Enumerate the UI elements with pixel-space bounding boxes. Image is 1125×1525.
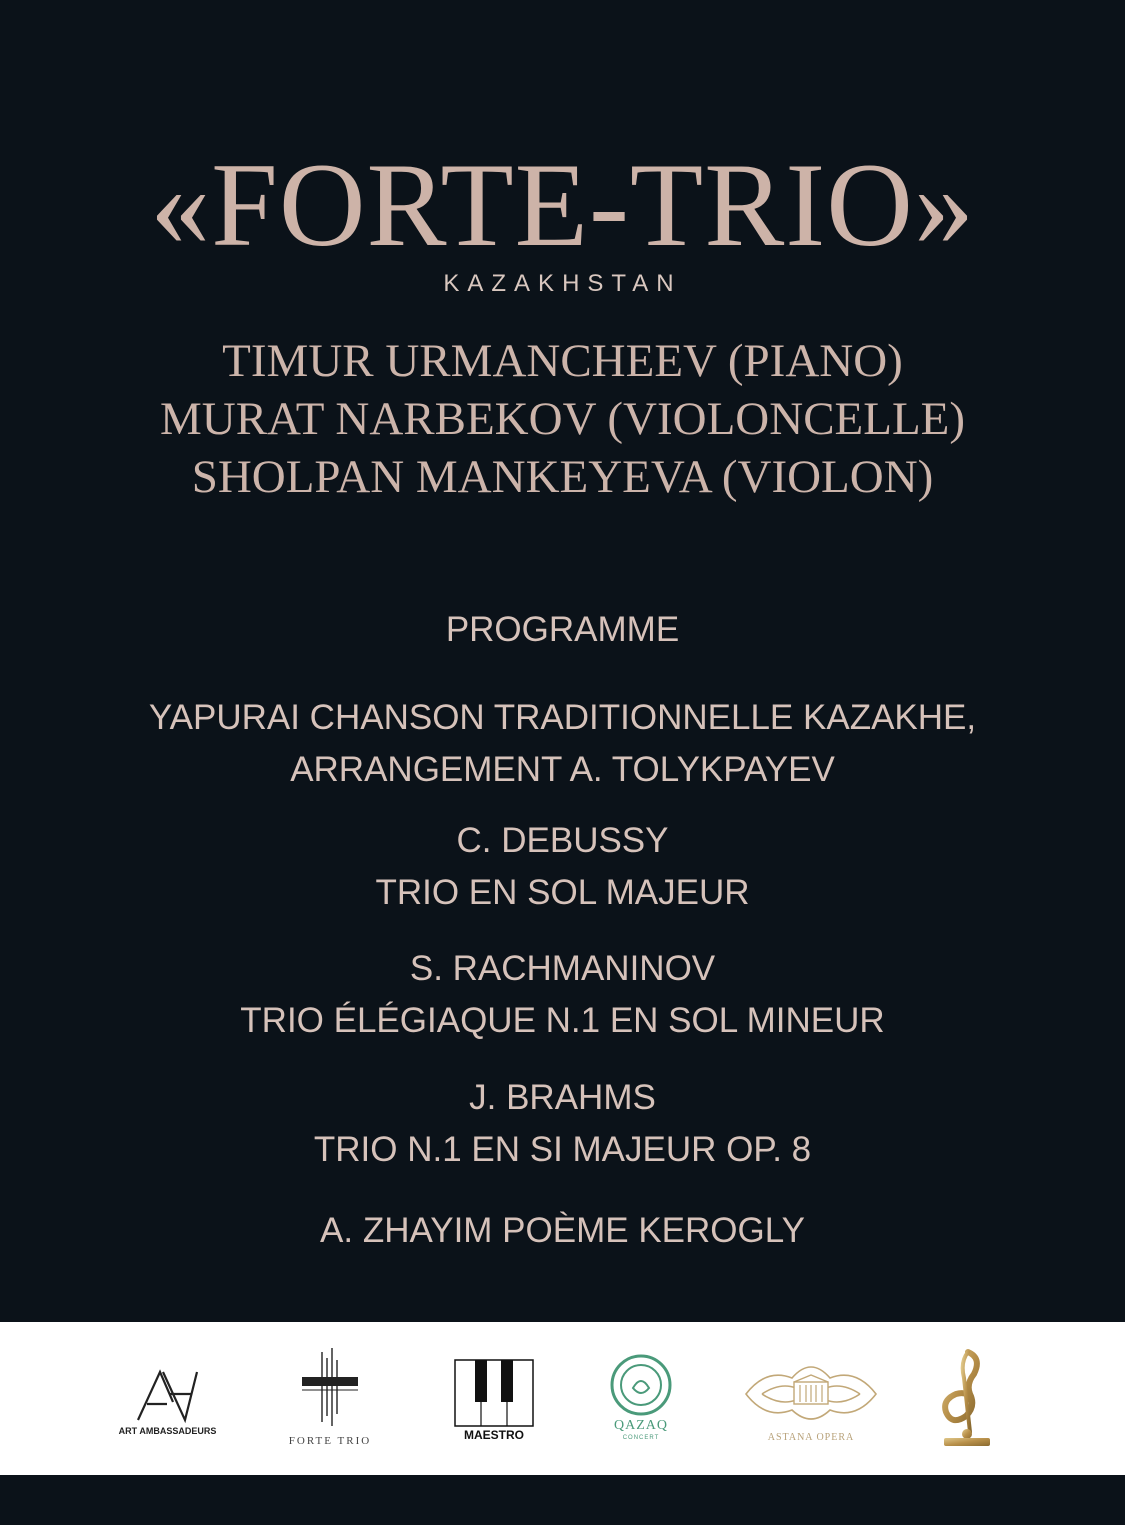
forte-trio-label: FORTE TRIO: [288, 1435, 372, 1447]
programme-item: [0, 943, 1125, 1047]
qazaq-label: QAZAQ: [614, 1418, 668, 1433]
qazaq-concert-logo: [596, 1322, 686, 1475]
programme-item: [0, 692, 1125, 796]
programme-item-line: J. BRAHMS: [469, 1078, 656, 1117]
astana-opera-label: ASTANA OPERA: [767, 1432, 855, 1443]
qazaq-circle-icon: [596, 1322, 686, 1422]
programme-item-line: A. ZHAYIM POÈME KEROGLY: [320, 1211, 805, 1250]
golden-treble-clef-icon: [930, 1322, 1002, 1452]
piano-keys-icon: [448, 1322, 540, 1437]
art-ambassadeurs-label: ART AMBASSADEURS: [118, 1426, 217, 1436]
programme-item-line: ARRANGEMENT A. TOLYKPAYEV: [290, 750, 835, 789]
forte-trio-logo: [270, 1322, 390, 1475]
sponsor-logos-strip: [0, 1322, 1125, 1475]
art-ambassadeurs-logo: [105, 1322, 230, 1475]
programme-heading: PROGRAMME: [445, 610, 680, 649]
programme-item-line: S. RACHMANINOV: [409, 949, 716, 988]
programme-item-line: TRIO ÉLÉGIAQUE N.1 EN SOL MINEUR: [240, 1001, 885, 1040]
musician-line: TIMUR URMANCHEEV (PIANO): [222, 335, 903, 387]
astana-opera-emblem-icon: [740, 1322, 882, 1432]
forte-trio-mark-icon: [270, 1322, 390, 1432]
programme-item-line: TRIO N.1 EN SI MAJEUR OP. 8: [313, 1130, 812, 1169]
maestro-logo: [448, 1322, 540, 1475]
maestro-label: MAESTRO: [464, 1428, 524, 1442]
astana-opera-logo: [740, 1322, 882, 1475]
programme-item: [0, 1205, 1125, 1257]
musicians-list: [0, 332, 1125, 506]
musician-line: SHOLPAN MANKEYEVA (VIOLON): [191, 451, 934, 503]
aa-monogram-icon: [105, 1322, 230, 1432]
programme-item-line: C. DEBUSSY: [456, 821, 669, 860]
treble-clef-emblem-logo: [930, 1322, 1002, 1475]
programme-item: [0, 1072, 1125, 1176]
qazaq-sublabel: CONCERT: [622, 1435, 660, 1441]
poster-subtitle: KAZAKHSTAN: [443, 270, 682, 297]
programme-item-line: TRIO EN SOL MAJEUR: [375, 873, 750, 912]
bottom-band: [0, 1475, 1125, 1525]
programme-item-line: YAPURAI CHANSON TRADITIONNELLE KAZAKHE,: [148, 698, 977, 737]
musician-line: MURAT NARBEKOV (VIOLONCELLE): [159, 393, 966, 445]
programme-item: [0, 815, 1125, 919]
poster-title: «FORTE-TRIO»: [150, 138, 975, 271]
